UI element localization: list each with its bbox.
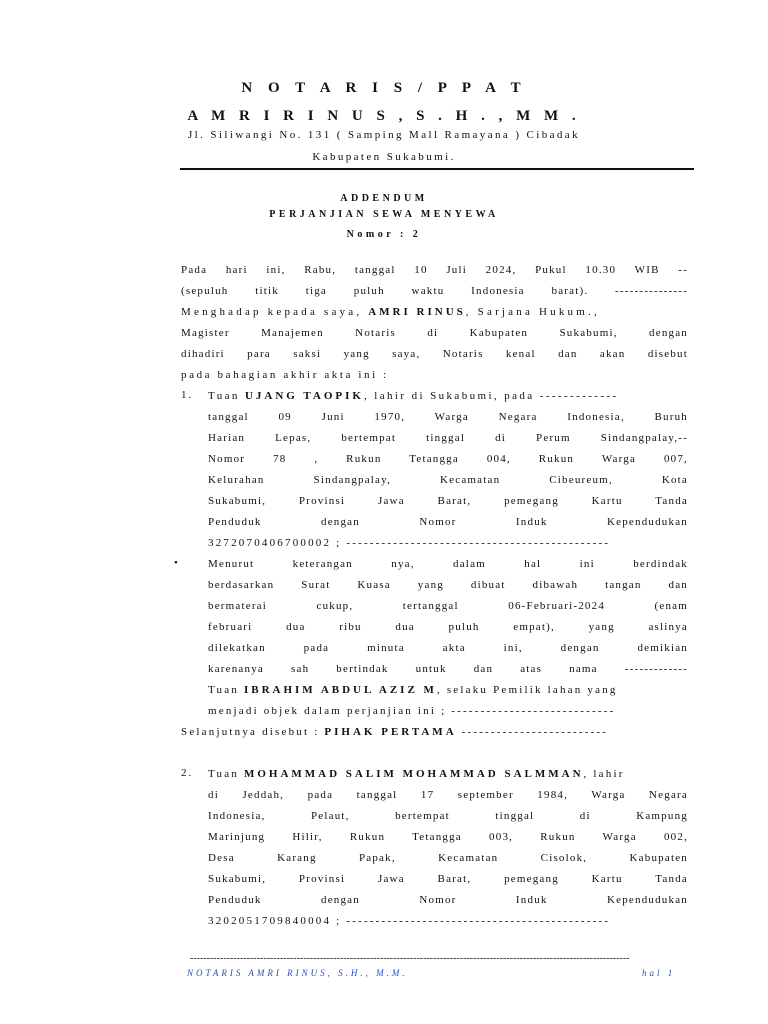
party2-line-6: Sukabumi, Provinsi Jawa Barat, pemegang Kartu Tanda [208, 873, 688, 885]
proxy-line-8: menjadi objek dalam perjanjian ini ; ---------------------------- [208, 705, 616, 717]
notary-kabupaten: Kabupaten Sukabumi. [312, 151, 456, 163]
party1-number: 1. [181, 389, 194, 401]
party2-number: 2. [181, 767, 194, 779]
page-number: hal 1 [642, 968, 676, 978]
notary-title: N O T A R I S / P P A T [241, 80, 527, 96]
pihak-pertama-label: PIHAK PERTAMA [324, 726, 457, 738]
party1-line-8: 3272070406700002 ; --------------------------------------------- [208, 537, 611, 549]
party1-line-2: tanggal 09 Juni 1970, Warga Negara Indonesia, Buruh [208, 411, 688, 423]
proxy-line-2: berdasarkan Surat Kuasa yang dibuat dibawah tangan dan [208, 579, 688, 591]
proxy-line-1: Menurut keterangan nya, dalam hal ini berdindak [208, 558, 688, 570]
party2-line-2: di Jeddah, pada tanggal 17 september 1984, Warga Negara [208, 789, 688, 801]
intro-line-5: dihadiri para saksi yang saya, Notaris kenal dan akan disebut [181, 348, 688, 360]
footer-dashed-rule: ------------------------------------------------------------------------------------------------------------------------------------ [190, 953, 630, 964]
party1-line-3: Harian Lepas, bertempat tinggal di Perum Sindangpalay,-- [208, 432, 688, 444]
party1-line-5: Kelurahan Sindangpalay, Kecamatan Cibeureum, Kota [208, 474, 688, 486]
party1-name: UJANG TAOPIK [244, 390, 364, 402]
notary-name: A M R I R I N U S , S . H . , M M . [187, 108, 581, 124]
party2-line-4: Marinjung Hilir, Rukun Tetangga 003, Rukun Warga 002, [208, 831, 688, 843]
intro-line-3: Menghadap kepada saya, AMRI RINUS, Sarjana Hukum., [181, 306, 600, 318]
proxy-bullet: • [174, 557, 178, 569]
notary-name-bold: AMRI RINUS [368, 306, 466, 318]
header-divider [180, 168, 694, 170]
intro-line-4: Magister Manajemen Notaris di Kabupaten Sukabumi, dengan [181, 327, 688, 339]
doc-title-addendum: ADDENDUM [340, 193, 428, 204]
party2-name: MOHAMMAD SALIM MOHAMMAD SALMMAN [243, 768, 584, 780]
intro-line-6: pada bahagian akhir akta ini : [181, 369, 389, 381]
party2-line-1: Tuan MOHAMMAD SALIM MOHAMMAD SALMMAN, lahir [208, 768, 625, 780]
party1-line-4: Nomor 78 , Rukun Tetangga 004, Rukun Warga 007, [208, 453, 688, 465]
doc-number: Nomor : 2 [346, 229, 422, 240]
doc-title-agreement: PERJANJIAN SEWA MENYEWA [269, 209, 499, 220]
party2-line-8: 3202051709840004 ; --------------------------------------------- [208, 915, 611, 927]
proxy-line-7: Tuan IBRAHIM ABDUL AZIZ M, selaku Pemilik lahan yang [208, 684, 618, 696]
proxy-line-6: karenanya sah bertindak untuk dan atas nama ------------- [208, 663, 688, 675]
pihak-pertama-line: Selanjutnya disebut : PIHAK PERTAMA ------------------------- [181, 726, 609, 738]
proxy-line-5: dilekatkan pada minuta akta ini, dengan demikian [208, 642, 688, 654]
party1-line-6: Sukabumi, Provinsi Jawa Barat, pemegang Kartu Tanda [208, 495, 688, 507]
proxy-line-4: februari dua ribu dua puluh empat), yang aslinya [208, 621, 688, 633]
intro-line-2: (sepuluh titik tiga puluh waktu Indonesia barat). --------------- [181, 285, 688, 297]
party2-line-3: Indonesia, Pelaut, bertempat tinggal di Kampung [208, 810, 688, 822]
party1-line-1: Tuan UJANG TAOPIK, lahir di Sukabumi, pada ------------- [208, 390, 619, 402]
proxy-line-3: bermaterai cukup, tertanggal 06-Februari-2024 (enam [208, 600, 688, 612]
footer-notary-name: NOTARIS AMRI RINUS, S.H., M.M. [187, 968, 408, 978]
party2-line-5: Desa Karang Papak, Kecamatan Cisolok, Kabupaten [208, 852, 688, 864]
party1-line-7: Penduduk dengan Nomor Induk Kependudukan [208, 516, 688, 528]
notary-address: Jl. Siliwangi No. 131 ( Samping Mall Ramayana ) Cibadak [188, 129, 580, 141]
principal-name: IBRAHIM ABDUL AZIZ M [243, 684, 437, 696]
intro-line-1: Pada hari ini, Rabu, tanggal 10 Juli 2024, Pukul 10.30 WIB -- [181, 264, 688, 276]
party2-line-7: Penduduk dengan Nomor Induk Kependudukan [208, 894, 688, 906]
